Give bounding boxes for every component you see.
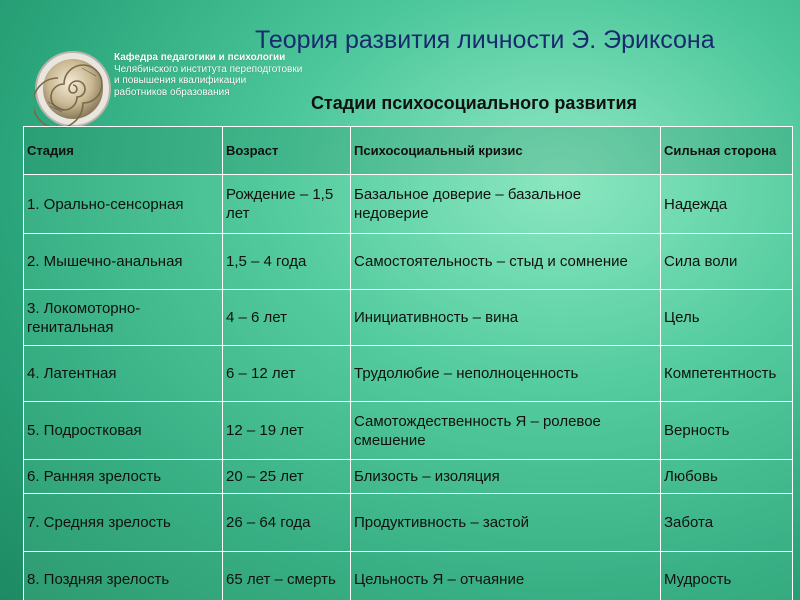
table-row bbox=[24, 234, 793, 290]
department-line-2: Челябинского института переподготовки bbox=[114, 63, 303, 75]
cell-strength: Компетентность bbox=[661, 346, 793, 402]
table-row bbox=[24, 290, 793, 346]
cell-age: 4 – 6 лет bbox=[223, 290, 351, 346]
cell-stage: 3. Локомоторно-генитальная bbox=[24, 290, 223, 346]
cell-strength: Мудрость bbox=[661, 552, 793, 600]
cell-crisis: Инициативность – вина bbox=[351, 290, 661, 346]
table-row bbox=[24, 346, 793, 402]
cell-strength: Любовь bbox=[661, 460, 793, 494]
cell-age: 12 – 19 лет bbox=[223, 402, 351, 460]
cell-stage: 5. Подростковая bbox=[24, 402, 223, 460]
table-row bbox=[24, 402, 793, 460]
table-row bbox=[24, 552, 793, 600]
header-stage: Стадия bbox=[24, 127, 223, 175]
cell-crisis: Трудолюбие – неполноценность bbox=[351, 346, 661, 402]
cell-strength: Цель bbox=[661, 290, 793, 346]
slide-title: Теория развития личности Э. Эриксона bbox=[255, 26, 715, 54]
table-row bbox=[24, 460, 793, 494]
department-line-1: Кафедра педагогики и психологии bbox=[114, 52, 286, 63]
cell-age: 20 – 25 лет bbox=[223, 460, 351, 494]
cell-age: 26 – 64 года bbox=[223, 494, 351, 552]
cell-strength: Забота bbox=[661, 494, 793, 552]
table-header-row bbox=[24, 127, 793, 175]
cell-crisis: Цельность Я – отчаяние bbox=[351, 552, 661, 600]
table-row bbox=[24, 494, 793, 552]
cell-crisis: Самотождественность Я – ролевое смешение bbox=[351, 402, 661, 460]
stages-table bbox=[23, 126, 793, 600]
cell-stage: 6. Ранняя зрелость bbox=[24, 460, 223, 494]
header-strength: Сильная сторона bbox=[661, 127, 793, 175]
header-age: Возраст bbox=[223, 127, 351, 175]
cell-age: 65 лет – смерть bbox=[223, 552, 351, 600]
cell-age: 6 – 12 лет bbox=[223, 346, 351, 402]
department-logo-icon bbox=[34, 50, 112, 128]
cell-stage: 1. Орально-сенсорная bbox=[24, 175, 223, 234]
table-subtitle: Стадии психосоциального развития bbox=[310, 93, 638, 113]
cell-strength: Верность bbox=[661, 402, 793, 460]
cell-crisis: Самостоятельность – стыд и сомнение bbox=[351, 234, 661, 290]
cell-crisis: Близость – изоляция bbox=[351, 460, 661, 494]
cell-age: Рождение – 1,5 лет bbox=[223, 175, 351, 234]
cell-stage: 8. Поздняя зрелость bbox=[24, 552, 223, 600]
department-line-4: работников образования bbox=[114, 86, 230, 98]
cell-strength: Надежда bbox=[661, 175, 793, 234]
cell-strength: Сила воли bbox=[661, 234, 793, 290]
cell-stage: 2. Мышечно-анальная bbox=[24, 234, 223, 290]
cell-age: 1,5 – 4 года bbox=[223, 234, 351, 290]
department-line-3: и повышения квалификации bbox=[114, 75, 247, 86]
department-caption bbox=[114, 52, 302, 98]
cell-stage: 7. Средняя зрелость bbox=[24, 494, 223, 552]
header-crisis: Психосоциальный кризис bbox=[351, 127, 661, 175]
cell-crisis: Продуктивность – застой bbox=[351, 494, 661, 552]
cell-crisis: Базальное доверие – базальное недоверие bbox=[351, 175, 661, 234]
table-row bbox=[24, 175, 793, 234]
cell-stage: 4. Латентная bbox=[24, 346, 223, 402]
